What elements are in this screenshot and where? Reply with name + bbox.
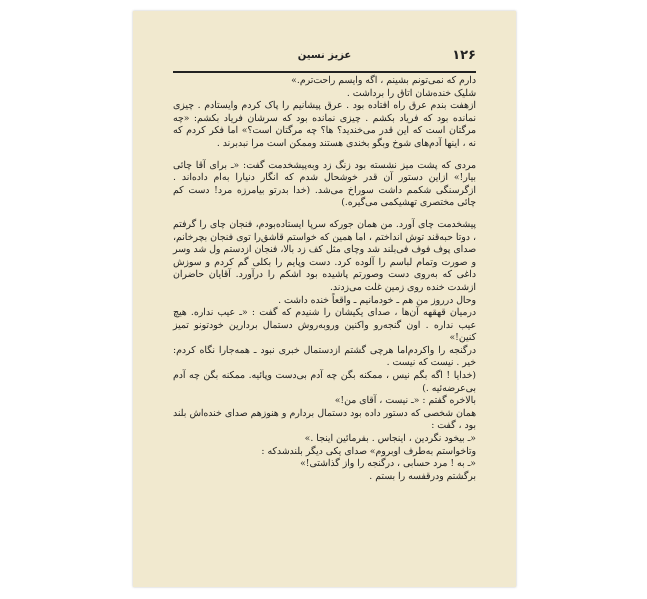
paragraph-3: ازهفت بندم عرق راه افتاده بود . عرق پیشانیم را پاک کردم وایستادم . چیزی نمانده بود که فریاد بکشم . چیزی نمانده بود که سرشان فریاد بکشم: «چه مرگتان است که این قدر می‌خندید؟ ها؟ چه مرگتان است؟» اما فکر کردم که نه ، اینها آدم‌های شوخ وبگو بخندی هستند وممکن است مرا نبدبرند . (173, 100, 476, 149)
paragraph-8: درگنجه را واکردم‌اما هرچی گشتم ازدستمال خبری نبود ـ همه‌جارا نگاه کردم: خیر . نیست که نیست . (173, 344, 476, 369)
paragraph-10: بالاخره گفتم : «ـ نیست ، آقای من!» (334, 395, 476, 407)
paragraph-5: پیشخدمت چای آورد. من همان جورکه سرپا ایستاده‌بودم، فنجان چای را گرفتم ، دوتا حبه‌قند توش انداختم ، اما همین که خواستم قاشق‌را توی فنجان بچرخانم، صدای پوف فوف فی‌بلند شد وچای مثل کف زد بالا، فنجان ازدستم ول شد وسر و صورت وتمام لباسم را آلوده کرد. دست وپایم را بکلی گم کردم و سوزش داغی که به‌روی دست وصورتم پاشیده بود اشکم را درآورد. آقایان حاضران ازشدت خنده روی زمین غلت می‌زدند. (173, 218, 476, 293)
running-title: عزیز نسین (297, 50, 352, 61)
paragraph-14: «ـ به ! مرد حسابی ، درگنجه را واز گذاشتی!» (300, 458, 476, 470)
page-number: ۱۲۶ (452, 48, 476, 63)
paragraph-2: شلیک خنده‌شان اتاق را برداشت . (346, 87, 476, 99)
paragraph-4: مردی که پشت میز نشسته بود زنگ زد وبه‌پیشخدمت گفت: «ـ برای آقا چائی بیار!» ازاین دستور آن قدر خوشحال شدم که انگار دنیارا به‌ام داده‌اند . ازگرسنگی شکمم داشت سوراخ می‌شد. (خدا بدرتو بیامرزه مرد! دست کم چائی مختصری تهشیکمی می‌گیره.) (173, 159, 476, 209)
paragraph-9: (خدایا ! اگه بگم نیس ، ممکنه بگن چه آدم بی‌دست وپائیه. ممکنه بگن چه آدم بی‌عرضه‌ئیه .) (173, 370, 476, 394)
page-header (173, 48, 476, 68)
paragraph-7: درمیان قهقهه آن‌ها ، صدای یکیشان را شنیدم که گفت : «ـ عیب نداره. هیچ عیب نداره . اون گنجه‌رو واکنین وروبه‌روش دستمال بردارین خودتونو تمیز کنین!» (173, 307, 476, 344)
paragraph-6: وحال درروز من هم ـ خودمانیم ـ واقعاً خنده داشت . (278, 294, 476, 306)
paragraph-15: برگشتم ودرقفسه را بستم . (369, 470, 476, 482)
body-text (173, 75, 476, 483)
book-page (133, 11, 516, 587)
paragraph-13: وتاخواستم به‌طرف اوبروم» صدای یکی دیگر بلندشدکه : (261, 445, 476, 457)
paragraph-11: همان شخصی که دستور داده بود دستمال بردارم و هنوزهم صدای خنده‌اش بلند بود ، گفت : (173, 407, 476, 432)
paragraph-12: «ـ بیخود نگردین ، اینجاس . بفرمائین اینجا .» (304, 433, 476, 445)
header-rule (173, 71, 476, 73)
paragraph-1: دارم که نمی‌تونم بشینم ، اگه وایسم راحت‌ترم.» (291, 75, 476, 86)
